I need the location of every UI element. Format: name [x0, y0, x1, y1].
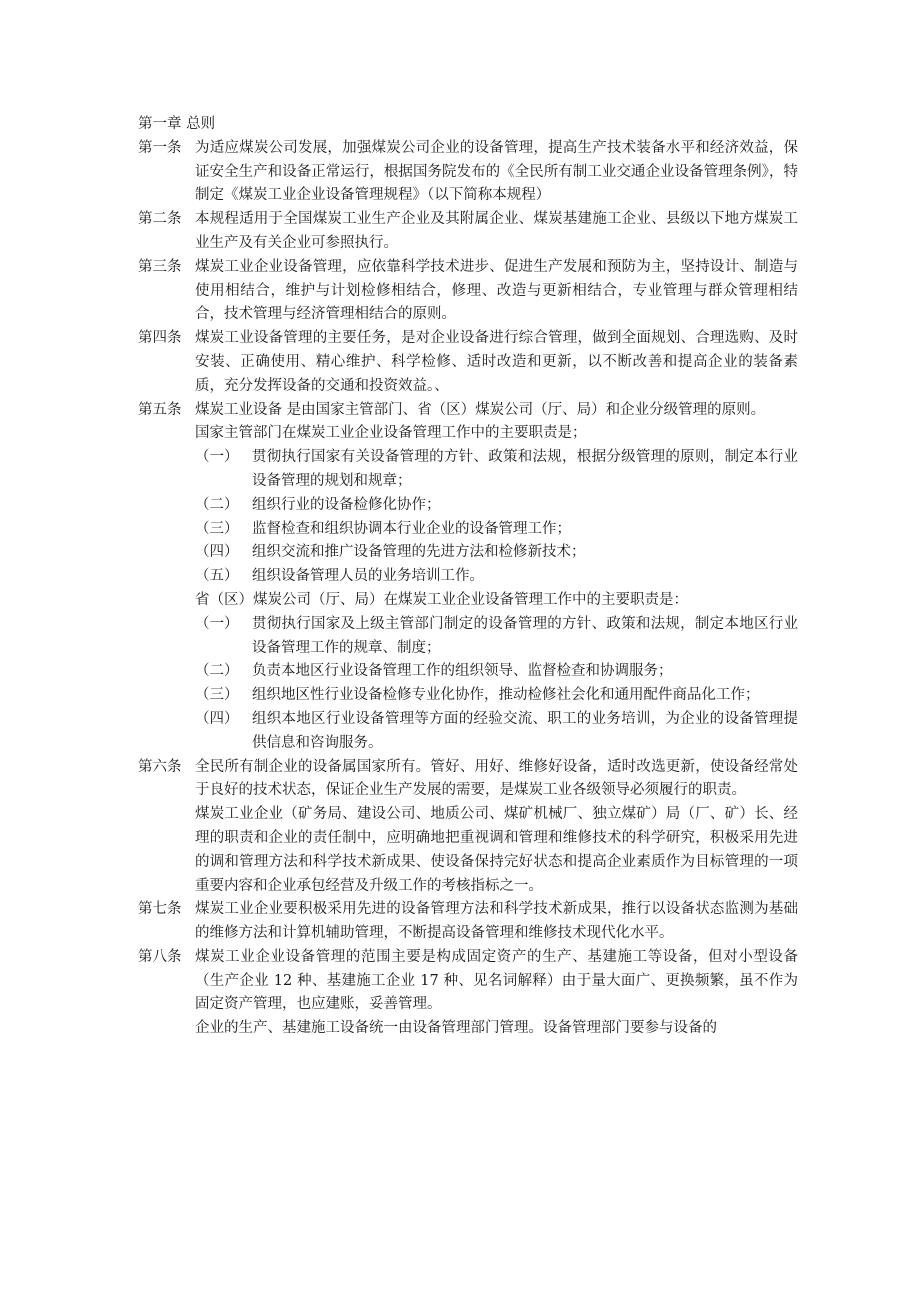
- article-label: 第八条: [138, 948, 182, 965]
- provincial-duties-intro: 省（区）煤炭公司（厅、局）在煤炭工业企业设备管理工作中的主要职责是：: [195, 591, 688, 608]
- article-text: 全民所有制企业的设备属国家所有。管好、用好、维修好设备，适时改选更新，使设备经常处于良好的技术状态，保证企业生产发展的需要，是煤炭工业各级领导必须履行的职责。: [195, 758, 798, 799]
- article-5: [138, 399, 798, 423]
- document-body: [138, 113, 798, 1041]
- item-text: 组织设备管理人员的业务培训工作。: [252, 568, 484, 585]
- item-text: 贯彻执行国家有关设备管理的方针、政策和法规，根据分级管理的原则，制定本行业设备管理的规划和规章；: [252, 449, 798, 489]
- provincial-duty-item: [138, 660, 798, 684]
- article-text: 煤炭工业企业设备管理的范围主要是构成固定资产的生产、基建施工等设备，但对小型设备（生产企业 12 种、基建施工企业 17 种、见名词解释）由于量大面广、更换频繁，虽不作为固定资产管理，也应建账，妥善管理。: [195, 948, 798, 1013]
- article-text: 煤炭工业企业要积极采用先进的设备管理方法和科学技术新成果，推行以设备状态监测为基础的维修方法和计算机辅助管理，不断提高设备管理和维修技术现代化水平。: [195, 901, 798, 942]
- article-6: [138, 756, 798, 804]
- item-text: 组织行业的设备检修化协作；: [252, 496, 441, 513]
- article-label: 第三条: [138, 258, 182, 275]
- national-duty-item: [138, 541, 798, 565]
- chapter-heading: 第一章 总则: [138, 116, 216, 132]
- article-1: [138, 137, 798, 208]
- article-text: 为适应煤炭公司发展，加强煤炭公司企业的设备管理，提高生产技术装备水平和经济效益，保证安全生产和设备正常运行，根据国务院发布的《全民所有制工业交通企业设备管理条例》，特制定《煤炭工业企业设备管理规程》（以下简称本规程）: [195, 139, 798, 204]
- article-8: [138, 946, 798, 1017]
- article-text: 煤炭工业企业设备管理，应依靠科学技术进步、促进生产发展和预防为主，坚持设计、制造与使用相结合，维护与计划检修相结合，修理、改造与更新相结合，专业管理与群众管理相结合，技术管理与经济管理相结合的原则。: [195, 258, 798, 323]
- item-text: 组织交流和推广设备管理的先进方法和检修新技术；: [252, 544, 586, 561]
- article-text: 本规程适用于全国煤炭工业生产企业及其附属企业、煤炭基建施工企业、县级以下地方煤炭工业生产及有关企业可参照执行。: [195, 211, 798, 251]
- article-text: 煤炭工业设备管理的主要任务，是对企业设备进行综合管理，做到全面规划、合理选购、及时安装、正确使用、精心维护、科学检修、适时改造和更新，以不断改善和提高企业的装备素质，充分发挥设备的交通和投资效益。、: [195, 330, 798, 394]
- provincial-duty-item: [138, 613, 798, 661]
- article-label: 第六条: [138, 758, 182, 775]
- article-label: 第五条: [138, 401, 182, 418]
- article-2: [138, 208, 798, 256]
- article-7: [138, 898, 798, 946]
- item-label: （五）: [195, 568, 239, 585]
- national-duty-item: [138, 565, 798, 589]
- item-label: （二）: [195, 496, 239, 513]
- provincial-duty-item: [138, 708, 798, 756]
- article-label: 第四条: [138, 330, 182, 347]
- item-label: （四）: [195, 544, 239, 561]
- article-text: 煤炭工业设备 是由国家主管部门、省（区）煤炭公司（厅、局）和企业分级管理的原则。: [195, 401, 766, 418]
- provincial-duty-item: [138, 684, 798, 708]
- national-duty-item: [138, 446, 798, 494]
- article-label: 第一条: [138, 139, 182, 156]
- item-text: 组织地区性行业设备检修专业化协作，推动检修社会化和通用配件商品化工作；: [252, 687, 760, 704]
- item-label: （一）: [195, 449, 239, 466]
- national-duty-item: [138, 494, 798, 518]
- item-label: （三）: [195, 687, 239, 704]
- item-text: 组织本地区行业设备管理等方面的经验交流、职工的业务培训，为企业的设备管理提供信息和咨询服务。: [252, 710, 798, 751]
- article-label: 第七条: [138, 901, 182, 918]
- article-3: [138, 256, 798, 327]
- item-label: （一）: [195, 615, 239, 632]
- article-4: [138, 327, 798, 398]
- item-text: 监督检查和组织协调本行业企业的设备管理工作；: [252, 520, 571, 537]
- item-text: 负责本地区行业设备管理工作的组织领导、监督检查和协调服务；: [252, 663, 673, 680]
- item-label: （二）: [195, 663, 239, 680]
- article-8-paragraph: 企业的生产、基建施工设备统一由设备管理部门管理。设备管理部门要参与设备的: [195, 1020, 717, 1037]
- national-duty-item: [138, 518, 798, 542]
- item-label: （四）: [195, 710, 239, 727]
- article-6-paragraph: 煤炭工业企业（矿务局、建设公司、地质公司、煤矿机械厂、独立煤矿）局（厂、矿）长、经理的职责和企业的责任制中，应明确地把重视调和管理和维修技术的科学研究，积极采用先进的调和管理方法和科学技术新成果、使设备保持完好状态和提高企业素质作为目标管理的一项重要内容和企业承包经营及升级工作的考核指标之一。: [195, 806, 798, 894]
- national-duties-intro: 国家主管部门在煤炭工业企业设备管理工作中的主要职责是；: [195, 425, 587, 442]
- item-label: （三）: [195, 520, 239, 537]
- item-text: 贯彻执行国家及上级主管部门制定的设备管理的方针、政策和法规，制定本地区行业设备管理工作的规章、制度；: [252, 615, 798, 656]
- article-label: 第二条: [138, 211, 182, 228]
